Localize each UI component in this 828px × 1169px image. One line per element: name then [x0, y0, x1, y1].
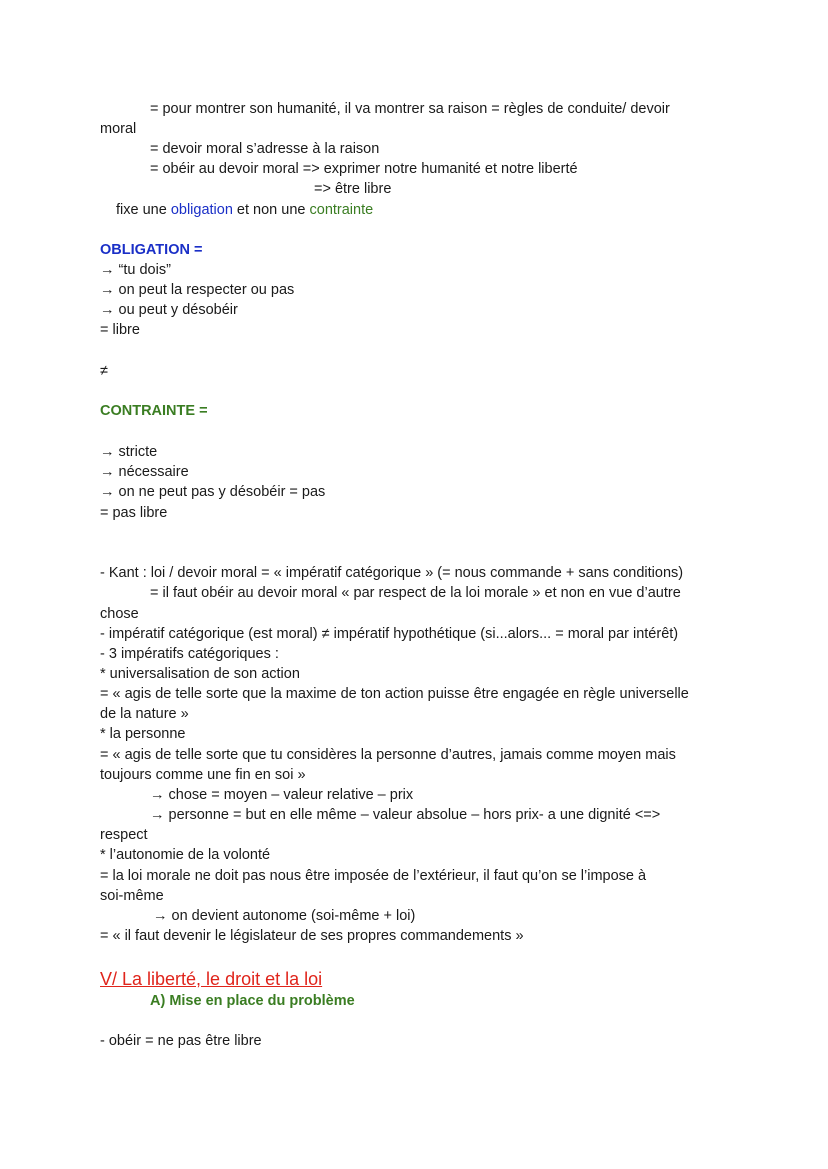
- list-item: → nécessaire: [100, 464, 189, 480]
- text-line: * l’autonomie de la volonté: [100, 847, 271, 863]
- text-line: - 3 impératifs catégoriques :: [100, 646, 279, 662]
- section-title: V/ La liberté, le droit et la loi: [100, 969, 323, 989]
- list-item: → on ne peut pas y désobéir = pas: [100, 484, 326, 500]
- fixe-line: [116, 200, 373, 220]
- text-line: soi-même: [100, 888, 164, 904]
- text-line: = « agis de telle sorte que tu considères la personne d’autres, jamais comme moyen mais: [100, 747, 676, 763]
- text-line: = il faut obéir au devoir moral « par respect de la loi morale » et non en vue d’autre: [150, 585, 681, 601]
- text-line: chose: [100, 606, 139, 622]
- list-item: → ou peut y désobéir: [100, 302, 238, 318]
- text-line: = « il faut devenir le législateur de ses propres commandements »: [100, 928, 524, 944]
- section-subtitle: A) Mise en place du problème: [150, 993, 355, 1009]
- list-item: → stricte: [100, 444, 158, 460]
- text-line: - impératif catégorique (est moral) ≠ impératif hypothétique (si...alors... = moral par intérêt): [100, 626, 679, 642]
- text-line: * universalisation de son action: [100, 666, 300, 682]
- text-line: * la personne: [100, 726, 186, 742]
- contrainte-heading: CONTRAINTE =: [100, 403, 208, 419]
- list-item: = libre: [100, 322, 140, 338]
- text-line: respect: [100, 827, 148, 843]
- text-line: = obéir au devoir moral => exprimer notre humanité et notre liberté: [150, 161, 578, 177]
- text-line: de la nature »: [100, 706, 189, 722]
- text-line: = devoir moral s’adresse à la raison: [150, 141, 380, 157]
- text-line: → on devient autonome (soi-même + loi): [153, 908, 416, 924]
- text-span: et non une: [232, 202, 310, 218]
- text-line: → chose = moyen – valeur relative – prix: [150, 787, 414, 803]
- obligation-word: obligation: [170, 202, 233, 218]
- list-item: → on peut la respecter ou pas: [100, 282, 295, 298]
- text-span: fixe une: [116, 202, 171, 218]
- text-line: = la loi morale ne doit pas nous être imposée de l’extérieur, il faut qu’on se l’impose à: [100, 868, 647, 884]
- text-line: moral: [100, 121, 137, 137]
- text-line: - obéir = ne pas être libre: [100, 1033, 262, 1049]
- contrainte-word: contrainte: [309, 202, 374, 218]
- text-line: toujours comme une fin en soi »: [100, 767, 306, 783]
- list-item: → “tu dois”: [100, 262, 171, 278]
- text-line: → personne = but en elle même – valeur absolue – hors prix- a une dignité <=>: [150, 807, 661, 823]
- text-line: = « agis de telle sorte que la maxime de ton action puisse être engagée en règle universelle: [100, 686, 689, 702]
- obligation-heading: OBLIGATION =: [100, 242, 203, 258]
- text-line: - Kant : loi / devoir moral = « impératif catégorique » (= nous commande + sans conditions): [100, 565, 684, 581]
- text-line: = pour montrer son humanité, il va montrer sa raison = règles de conduite/ devoir: [150, 101, 670, 117]
- text-line: => être libre: [314, 181, 392, 197]
- list-item: = pas libre: [100, 505, 168, 521]
- not-equal-sign: ≠: [100, 363, 108, 379]
